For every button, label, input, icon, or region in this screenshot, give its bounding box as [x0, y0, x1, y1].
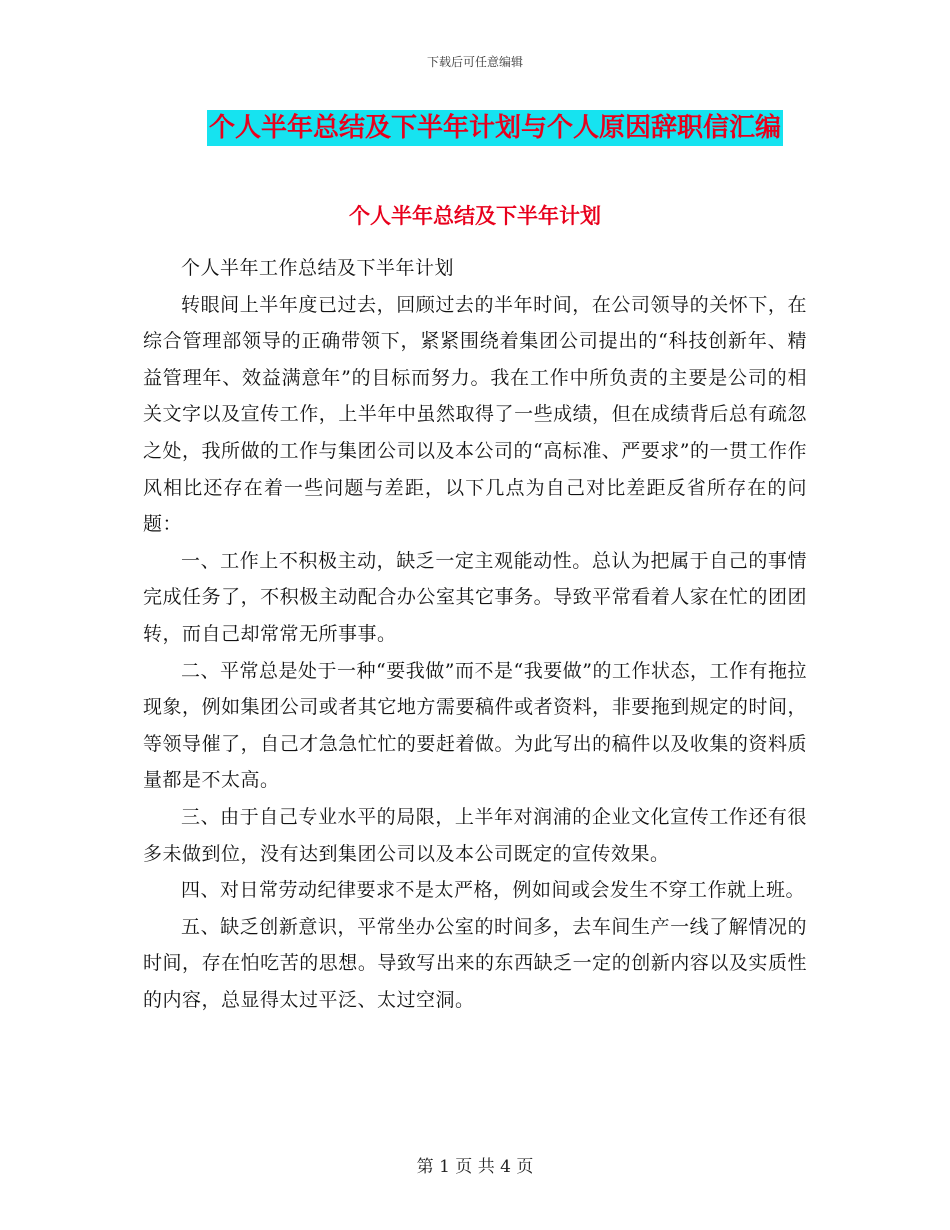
document-title-container [0, 110, 950, 146]
paragraph-point-4: 四、对日常劳动纪律要求不是太严格，例如间或会发生不穿工作就上班。 [181, 879, 806, 902]
header-note: 下载后可任意编辑 [426, 55, 523, 69]
page-footer: 第 1 页 共 4 页 [416, 1157, 534, 1177]
paragraph-intro: 转眼间上半年度已过去，回顾过去的半年时间，在公司领导的关怀下，在综合管理部领导的正确带领下，紧紧围绕着集团公司提出的“科技创新年、精益管理年、效益满意年”的目标而努力。我在工作中所负责的主要是公司的相关文字以及宣传工作，上半年中虽然取得了一些成绩，但在成绩背后总有疏忽之处，我所做的工作与集团公司以及本公司的“高标准、严要求”的一贯工作作风相比还存在着一些问题与差距，以下几点为自己对比差距反省所存在的问题： [143, 293, 807, 536]
section-title: 个人半年总结及下半年计划 [349, 204, 601, 228]
paragraph-subtitle: 个人半年工作总结及下半年计划 [181, 257, 455, 279]
paragraph-point-3: 三、由于自己专业水平的局限，上半年对润浦的企业文化宣传工作还有很多未做到位，没有达到集团公司以及本公司既定的宣传效果。 [143, 805, 807, 865]
paragraph-point-2: 二、平常总是处于一种“要我做”而不是“我要做”的工作状态，工作有拖拉现象，例如集团公司或者其它地方需要稿件或者资料，非要拖到规定的时间，等领导催了，自己才急急忙忙的要赶着做。为此写出的稿件以及收集的资料质量都是不太高。 [143, 659, 807, 792]
document-title: 个人半年总结及下半年计划与个人原因辞职信汇编 [207, 110, 783, 146]
document-body [143, 250, 807, 1018]
paragraph-point-5: 五、缺乏创新意识，平常坐办公室的时间多，去车间生产一线了解情况的时间，存在怕吃苦的思想。导致写出来的东西缺乏一定的创新内容以及实质性的内容，总显得太过平泛、太过空洞。 [143, 915, 807, 1011]
paragraph-point-1: 一、工作上不积极主动，缺乏一定主观能动性。总认为把属于自己的事情完成任务了，不积极主动配合办公室其它事务。导致平常看着人家在忙的团团转，而自己却常常无所事事。 [143, 549, 807, 645]
